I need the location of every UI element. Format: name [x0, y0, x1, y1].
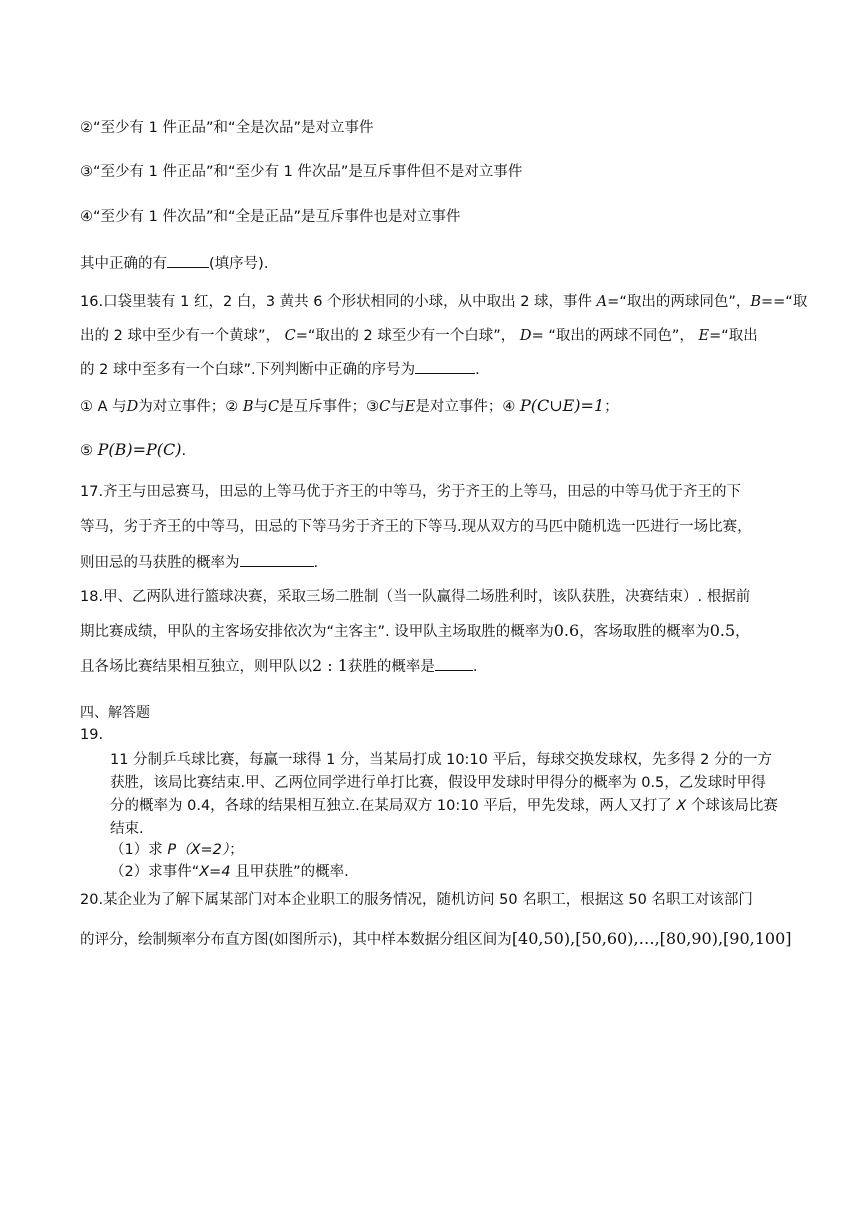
opt3-event-e: E	[404, 399, 416, 415]
q16-answer-blank[interactable]	[415, 359, 475, 374]
event-e-text: =“取出	[709, 328, 758, 344]
q19-text-3b: 个球该局比赛	[690, 798, 778, 814]
event-d-text: = “取出的两球不同色”，	[531, 328, 694, 344]
q19-sub2-a: （2）求事件“	[110, 864, 200, 880]
q15-prompt-text: 其中正确的有	[80, 256, 167, 272]
opt4-expression: P(C∪E)=1	[519, 396, 605, 415]
opt2-event-c: C	[268, 399, 280, 415]
q16-opt2-c: 是互斥事件；③	[279, 399, 380, 415]
q18-text-3a: 且各场比赛结果相互独立，则甲队以	[80, 659, 312, 675]
equals: =	[607, 294, 620, 310]
q19-variable-x: X	[676, 798, 687, 814]
q18-line-3	[80, 656, 790, 677]
q16-number: 16.	[80, 294, 104, 310]
section-title: 四、解答题	[80, 705, 150, 721]
q20-text-2: 的评分，绘制频率分布直方图(如图所示)，其中样本数据分组区间为	[80, 932, 512, 948]
q16-opt1-b: 为对立事件；②	[138, 399, 243, 415]
p-home: 0.6	[553, 621, 580, 640]
event-e: E	[698, 328, 710, 344]
q16-line-1	[80, 292, 808, 312]
q17-line-1	[80, 482, 790, 502]
q19-sub2-expression: X=4	[199, 864, 231, 880]
opt1-event-d: D	[126, 399, 139, 415]
q19-text-3a: 分的概率为 0.4，各球的结果相互独立.在某局双方 10:10 平后，甲先发球，两人又打了	[110, 798, 672, 814]
event-c-text: =“取出的 2 球至少有一个白球”，	[295, 328, 516, 344]
q19-line-2: 获胜，该局比赛结束.甲、乙两位同学进行单打比赛，假设甲发球时甲得分的概率为 0.5，乙发球时甲得	[110, 775, 766, 791]
q15-item-3: ③“至少有 1 件正品”和“至少有 1 件次品”是互斥事件但不是对立事件	[80, 164, 523, 180]
opt5-expression: P(B)=P(C)	[97, 440, 182, 459]
q17-answer-blank[interactable]	[240, 552, 314, 567]
q15-prompt-end: (填序号).	[209, 256, 269, 272]
q19-line-4: 结束.	[110, 821, 144, 837]
q16-opt2-b: 与	[253, 399, 269, 415]
q18-text-2a: 期比赛成绩，甲队的主客场安排依次为“主客主”. 设甲队主场取胜的概率为	[80, 624, 554, 640]
q18-number: 18.	[80, 589, 104, 605]
q19-sub-1	[110, 840, 790, 860]
event-d: D	[519, 328, 532, 344]
q18-line-2	[80, 621, 790, 642]
event-a: A	[596, 294, 608, 310]
q19-sub1-a: （1）求	[110, 842, 168, 858]
q15-prompt	[80, 253, 790, 274]
event-a-text: “取出的两球同色”，	[619, 294, 751, 310]
q20-intervals: [40,50),[50,60),…,[80,90),[90,100]	[511, 929, 792, 948]
q17-line3-end: .	[313, 555, 319, 571]
q19-sub2-b: 且甲获胜”的概率.	[230, 864, 349, 880]
q17-line-3	[80, 552, 790, 573]
event-b-text: =“取	[773, 294, 808, 310]
q19-line-3	[110, 796, 790, 816]
q17-text-3: 则田忌的马获胜的概率为	[80, 555, 240, 571]
q16-line-2	[80, 326, 790, 346]
q19-number: 19.	[80, 727, 104, 743]
q15-item-4: ④“至少有 1 件次品”和“全是正品”是互斥事件也是对立事件	[80, 209, 461, 225]
p-away: 0.5	[709, 621, 736, 640]
q18-text-3b: 获胜的概率是	[347, 659, 435, 675]
q18-text-2c: ，	[735, 624, 750, 640]
q16-opt1: ① A 与	[80, 399, 127, 415]
q17-line-2: 等马，劣于齐王的中等马，田忌的下等马劣于齐王的下等马.现从双方的马匹中随机选一匹进行一场比赛，	[80, 519, 752, 535]
event-b: B	[750, 294, 761, 310]
q16-opt3-c: 是对立事件；④	[415, 399, 516, 415]
score-ratio: 2 : 1	[312, 656, 348, 675]
q20-line-2	[80, 929, 790, 950]
q16-text-2: 出的 2 球中至少有一个黄球”，	[80, 328, 280, 344]
q19-sub1-expression: P（X=2）	[167, 842, 230, 858]
q17-number: 17.	[80, 484, 104, 500]
q18-answer-blank[interactable]	[435, 656, 473, 671]
equals-b: =	[761, 294, 774, 310]
q18-line3-end: .	[472, 659, 478, 675]
q17-text-1: 齐王与田忌赛马，田忌的上等马优于齐王的中等马，劣于齐王的上等马，田忌的中等马优于齐王的下	[103, 484, 742, 500]
q16-text-3: 的 2 球中至多有一个白球”.下列判断中正确的序号为	[80, 362, 416, 378]
q16-opt5: ⑤	[80, 443, 93, 459]
q16-options-line	[80, 396, 790, 417]
event-c: C	[284, 328, 296, 344]
q19-line-1: 11 分制乒乓球比赛，每赢一球得 1 分，当某局打成 10:10 平后，每球交换发球权，先多得 2 分的一方	[110, 752, 772, 768]
q16-opt4-end: ；	[604, 399, 619, 415]
q16-option-5-line	[80, 440, 790, 461]
q16-line3-end: .	[475, 362, 480, 378]
opt2-event-b: B	[242, 399, 254, 415]
q19-sub-2	[110, 862, 790, 882]
opt3-event-c: C	[379, 399, 391, 415]
q18-line-1	[80, 587, 790, 607]
q16-line-3	[80, 359, 790, 380]
q18-text-1: 甲、乙两队进行篮球决赛，采取三场二胜制（当一队赢得二场胜利时，该队获胜，决赛结束）. 根据前	[103, 589, 751, 605]
q20-text-1: 某企业为了解下属某部门对本企业职工的服务情况，随机访问 50 名职工，根据这 50 名职工对该部门	[103, 892, 753, 908]
q16-opt3-b: 与	[390, 399, 405, 415]
q19-sub1-b: ；	[229, 842, 244, 858]
q20-line-1	[80, 890, 790, 910]
q16-text-1: 口袋里装有 1 红，2 白，3 黄共 6 个形状相同的小球，从中取出 2 球，事件	[103, 294, 593, 310]
q15-answer-blank[interactable]	[167, 253, 209, 268]
q18-text-2b: ，客场取胜的概率为	[579, 624, 710, 640]
q20-number: 20.	[80, 892, 104, 908]
q16-opt5-end: .	[181, 443, 187, 459]
q15-item-2: ②“至少有 1 件正品”和“全是次品”是对立事件	[80, 120, 374, 136]
